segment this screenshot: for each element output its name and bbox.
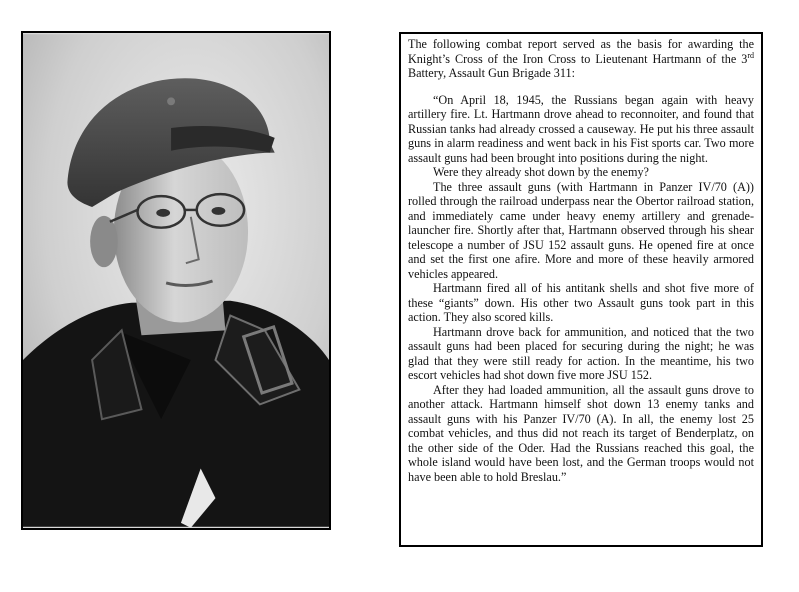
report-paragraph-3: The three assault guns (with Hartmann in Panzer IV/70 (A)) rolled through the railroad underpass near the Obertor railroad station, and immediately came under heavy enemy artillery and grenade-launcher fire. Shortly after that, Hartmann observed through his shear telescope a number of JSU 152 assault guns. He opened fire at once and set the first one afire. More and more of these heavily armored vehicles appeared. — [408, 179, 754, 281]
intro-paragraph — [408, 37, 754, 81]
portrait-photo — [21, 31, 331, 530]
portrait-photo-icon — [23, 33, 329, 528]
intro-ordinal-sup: rd — [747, 50, 754, 60]
report-paragraph-1: “On April 18, 1945, the Russians began again with heavy artillery fire. Lt. Hartmann drove ahead to reconnoiter, and found that Russian tanks had already crossed a causeway. He put his three assault guns in alarm readiness and went back in his Fist sports car. Two more assault guns had been brought into positions during the night. — [408, 92, 754, 165]
intro-text-part1: The following combat report served as the basis for awarding the Knight’s Cross of the Iron Cross to Lieutenant Hartmann of the 3 — [408, 37, 754, 66]
report-paragraph-6: After they had loaded ammunition, all the assault guns drove to another attack. Hartmann himself shot down 13 enemy tanks and assault guns with his Panzer IV/70 (A). In all, the enemy lost 25 combat vehicles, and thus did not reach its target of Benderplatz, on the other side of the Oder. Had the Russians reached this goal, the whole island would have been lost, and the German troops would not have been able to hold Breslau.” — [408, 382, 754, 484]
report-paragraph-2: Were they already shot down by the enemy? — [433, 165, 649, 180]
report-paragraph-4: Hartmann fired all of his antitank shells and shot five more of these “giants” down. His other two Assault guns took part in this action. They also scored kills. — [408, 281, 754, 325]
report-paragraph-5: Hartmann drove back for ammunition, and noticed that the two assault guns had been placed for securing during the night; he was glad that they were still ready for action. In the meantime, his two escort vehicles had shot down five more JSU 152. — [408, 324, 754, 383]
intro-text-part2: Battery, Assault Gun Brigade 311: — [408, 66, 575, 81]
combat-report-text-panel — [399, 32, 763, 547]
